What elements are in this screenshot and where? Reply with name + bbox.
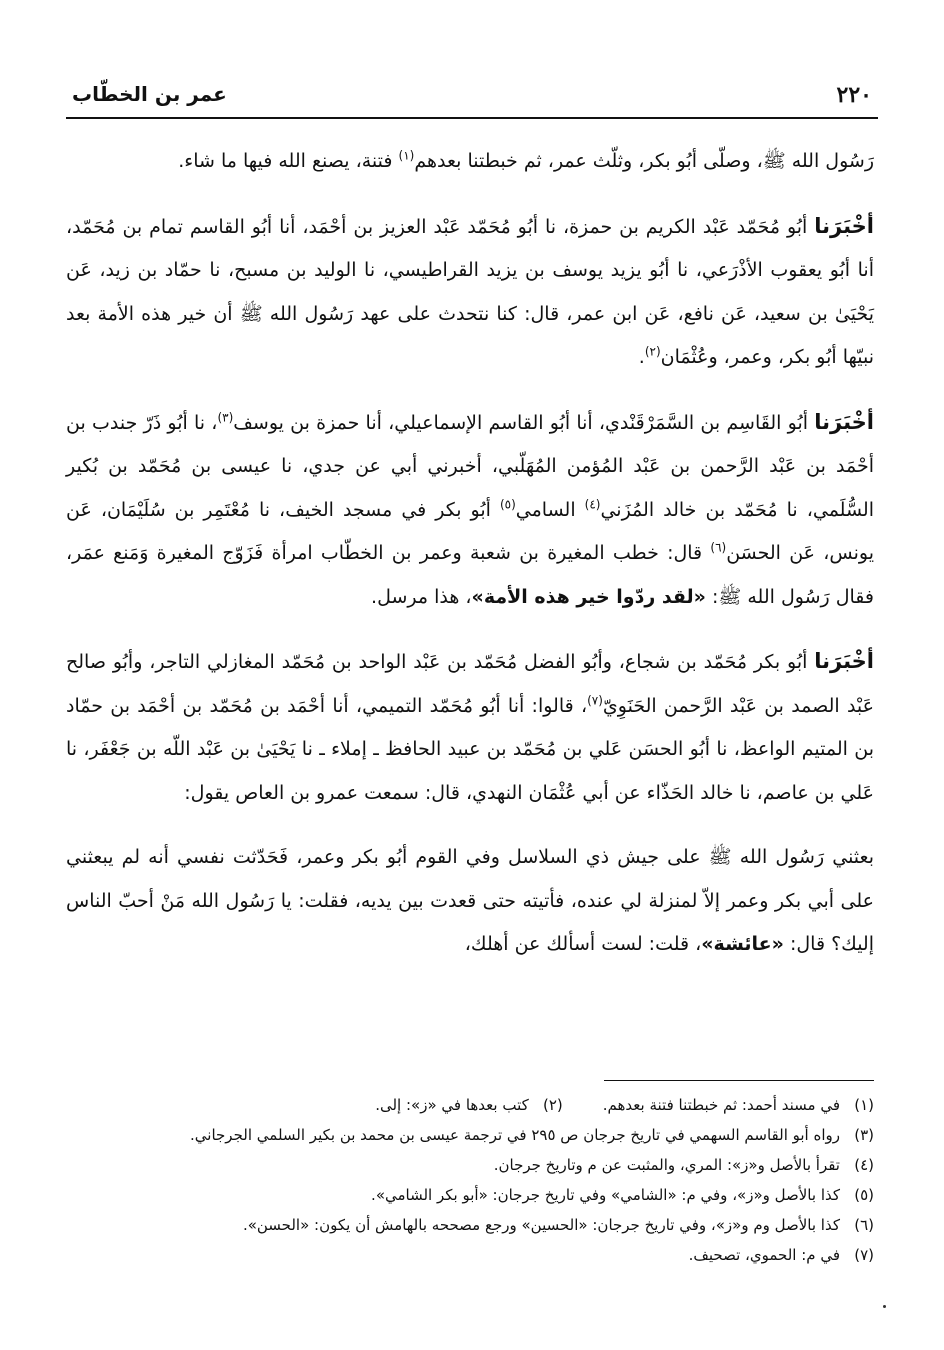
footnote-line [66, 1180, 874, 1210]
footnote-line [66, 1090, 874, 1120]
footnote-marker: (٢) [644, 344, 661, 359]
running-title: عمر بن الخطّاب [72, 82, 227, 106]
text-run: فتنة، يصنع الله فيها ما شاء. [178, 150, 399, 172]
paragraph [66, 401, 874, 620]
footnote-number: (٤) [854, 1156, 874, 1174]
footnote-marker: (١) [398, 148, 415, 163]
footnote-number: (٣) [854, 1126, 874, 1144]
quoted-phrase: «لقد ردّوا خير هذه الأمة» [471, 585, 706, 608]
footnote-text: كذا بالأصل وم و«ز»، وفي تاريخ جرجان: «الحسين» ورجع مصححه بالهامش أن يكون: «الحسن». [242, 1216, 840, 1234]
main-text [66, 140, 874, 988]
footnote-number: (٦) [854, 1216, 874, 1234]
paragraph-lead-word: أخْبَرَنا [814, 213, 874, 238]
footnote-marker: (٦) [710, 540, 727, 555]
footnote-number: (٥) [854, 1186, 874, 1204]
text-run: ، نا أبُو ذَرّ جندب بن أحْمَد بن عَبْد الرَّحمن بن عَبْد المُؤمن المُهَلّبي، أخبرني أبي عن جدي، نا عيسى بن مُحَمّد بن بُكير السُّلَمي، نا مُحَمّد بن خالد المُزَني [66, 411, 874, 521]
footnote-text: كذا بالأصل و«ز»، وفي م: «الشامي» وفي تاريخ جرجان: «أبو بكر الشامي». [371, 1186, 840, 1204]
footnote-number: (١) [854, 1096, 874, 1114]
text-run: أبُو مُحَمّد عَبْد الكريم بن حمزة، نا أبُو مُحَمّد عَبْد العزيز بن أحْمَد، أنا أبُو القاسم تمام بن مُحَمّد، أنا أبُو يعقوب الأذْرَعي، نا أبُو يزيد يوسف بن يزيد القراطيسي، نا الوليد بن مسبح، نا حمّاد بن زيد، عَن يَحْيَىٰ بن سعيد، عَن نافع، عَن ابن عمر، قال: كنا نتحدث على عهد رَسُول الله ﷺ أن خير هذه الأمة بعد نبيّها أبُو بكر، وعمر، وعُثْمَان [66, 215, 874, 368]
footnote-line [66, 1240, 874, 1270]
footnote-text: في مسند أحمد: ثم خبطتنا فتنة بعدهم. [602, 1096, 840, 1114]
text-run: أبُو القَاسِم بن السَّمَرْقَنْدي، أنا أبُو القاسم الإسماعيلي، أنا حمزة بن يوسف [233, 411, 815, 434]
footnote-text: تقرأ بالأصل و«ز»: المري، والمثبت عن م وتاريخ جرجان. [493, 1156, 840, 1174]
text-run: . [638, 346, 645, 368]
paragraph [66, 140, 874, 184]
text-run: ، قالوا: أنا أبُو مُحَمّد التميمي، أنا أحْمَد بن مُحَمّد بن أحْمَد بن حمّاد بن المتيم الواعظ، نا أبُو الحسَن عَلي بن مُحَمّد بن عبيد الحافظ ـ إملاء ـ نا يَحْيَىٰ بن عَبْد اللّه بن جَعْفَر، نا عَلي بن عاصم، نا خالد الحَذّاء عن أبي عُثْمَان النهدي، قال: سمعت عمرو بن العاص يقول: [66, 694, 874, 804]
footnote-number: (٢) [542, 1096, 563, 1114]
quoted-phrase: «عائشة» [701, 933, 784, 955]
footnote-text: كتب بعدها في «ز»: إلى. [375, 1096, 529, 1114]
text-run: أبُو بكر مُحَمّد بن شجاع، وأبُو الفضل مُحَمّد بن عَبْد الواحد بن مُحَمّد المغازلي التاجر، وأبُو صالح عَبْد الصمد بن عَبْد الرَّحمن الحَنَوِيّ [66, 651, 874, 717]
footnote-line [66, 1120, 874, 1150]
footnote-line [66, 1150, 874, 1180]
text-run: ، قلت: لست أسألك عن أهلك، [464, 933, 702, 955]
footnote-marker: (٣) [217, 410, 234, 425]
text-run: رَسُول الله ﷺ، وصلّى أبُو بكر، وثلّث عمر، ثم خبطتنا بعدهم [414, 150, 874, 172]
text-run: السامي [515, 498, 585, 521]
footnote-rule [604, 1080, 874, 1081]
footnote-text: في م: الحموي، تصحيف. [688, 1246, 840, 1264]
text-run: أبُو بكر في مسجد الخيف، نا مُعْتَمِر بن سُلَيْمَان، عَن يونس، عَن الحسَن [66, 498, 874, 564]
text-run: قال: خطب المغيرة بن شعبة وعمر بن الخطّاب امرأة فَزَوّج المغيرة وَمَنع عمَر، فقال رَسُول الله ﷺ: [66, 542, 874, 608]
footnote-marker: (٥) [499, 497, 516, 512]
paragraph [66, 640, 874, 815]
footnote-line [66, 1210, 874, 1240]
paragraph-lead-word: أخْبَرَنا [814, 649, 874, 673]
text-run: ، هذا مرسل. [371, 585, 472, 608]
footnotes [66, 1090, 874, 1270]
footnote-marker: (٧) [587, 693, 603, 708]
page-speck [883, 1305, 886, 1308]
footnote-marker: (٤) [584, 497, 601, 512]
header-rule [66, 117, 878, 119]
paragraph [66, 205, 874, 380]
text-run: بعثني رَسُول الله ﷺ على جيش ذي السلاسل وفي القوم أبُو بكر وعمر، فَحَدّثت نفسي أنه لم يبعثني على أبي بكر وعمر إلاّ لمنزلة لي عنده، فأتيته حتى قعدت بين يديه، فقلت: يا رَسُول الله مَنْ أحبّ الناس إليك؟ قال: [66, 846, 874, 955]
paragraph-lead-word: أخْبَرَنا [814, 409, 875, 434]
footnote-text: رواه أبو القاسم السهمي في تاريخ جرجان ص ٢٩٥ في ترجمة عيسى بن محمد بن بكير السلمي الجرجاني. [190, 1126, 840, 1144]
page-header [66, 78, 878, 116]
page-number: ٢٢٠ [836, 82, 872, 108]
paragraph [66, 836, 874, 967]
footnote-number: (٧) [854, 1246, 874, 1264]
